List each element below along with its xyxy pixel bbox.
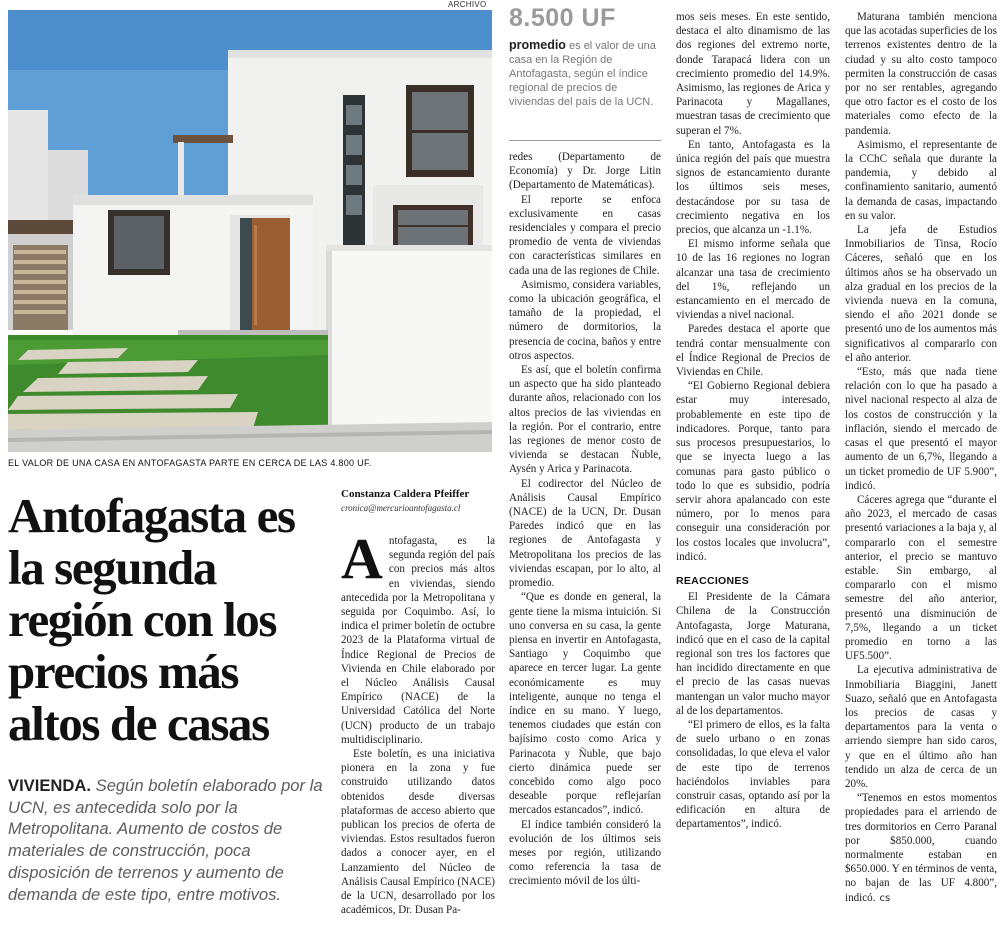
paragraph: “El primero de ellos, es la falta de suelo urbano o en zonas consolidadas, lo que eleva el valor de este tipo de terrenos haciéndolos inviables para construir casas, optando así por la edificación en altura de departamentos”, indicó. [676, 718, 830, 831]
drop-cap: A [341, 526, 383, 591]
paragraph: La jefa de Estudios Inmobiliarios de Tinsa, Rocío Cáceres, señaló que en los últimos años se ha observado un alza gradual en los precios de la vivienda nueva en la comuna, siendo el año 2021 donde se presentó uno de los aumentos más significativos al compararlo con el año anterior. [845, 224, 997, 364]
last-paragraph-text: “Tenemos en estos momentos propiedades para el arriendo de tres dormitorios en Cerro Paranal por $850.000, cuando normalmente estaban en $650.000. Y en términos de venta, no bajan de las UF 4.800”, indicó. [845, 792, 997, 904]
paragraph: Asimismo, el representante de la CChC señala que durante la pandemia, y debido al confinamiento sanitario, aumentó la demanda de casas, impactando en su valor. [845, 138, 997, 222]
paragraph: El codirector del Núcleo de Análisis Causal Empírico (NACE) de la UCN, Dr. Dusan Paredes indicó que en las regiones de Antofagasta y Metropolitana los precios de las viviendas escapan, por lo alto, al promedio. [509, 477, 661, 590]
paragraph: “Que es donde en general, la gente tiene la misma intuición. Si uno conversa en su casa, la gente piensa en invertir en Antofagasta, Santiago y Coquimbo que aparece en tercer lugar. La gente económicamente es muy inteligente, aunque no tenga el índice en su mano. Y luego, tenemos ciudades que están con bajísimo costo como Arica y Parinacota y Ñuble, que bajo cierto dinámica puede ser concebido como algo poco deseable porque reflejarían mercados estancados”, indicó. [509, 591, 661, 817]
paragraph: Maturana también menciona que las acotadas superficies de los terrenos existentes dentro de la ciudad y su alto costo tampoco permiten la construcción de casas por no ser rentables, agregando que otro factor es el costo de los materiales como efecto de la pandemia. [845, 11, 997, 137]
highlight-value: 8.500 UF [509, 4, 616, 32]
article-column-4 [845, 10, 997, 906]
paragraph: redes (Departamento de Economía) y Dr. Jorge Litin (Departamento de Matemáticas). [509, 151, 661, 192]
lede [8, 775, 324, 905]
paragraph: El índice también consideró la evolución de los últimos seis meses por región, utilizando como referencia la tasa de crecimiento móvil de los últi- [509, 818, 661, 888]
highlight-figure [509, 4, 664, 109]
highlight-divider [509, 140, 661, 141]
lede-kicker: VIVIENDA. [8, 776, 91, 795]
photo-caption: EL VALOR DE UNA CASA EN ANTOFAGASTA PARTE EN CERCA DE LAS 4.800 UF. [8, 458, 372, 468]
house-photo [8, 10, 492, 452]
paragraph [845, 791, 997, 906]
paragraph: La ejecutiva administrativa de Inmobiliaria Biaggini, Janett Suazo, señaló que en Antofagasta los precios de casas y departamentos para la venta o arriendo siempre han sido caros, y que en el último año han tendido un alza de cerca de un 20%. [845, 664, 997, 790]
end-mark-icon: cs [879, 892, 891, 904]
subhead-reacciones: REACCIONES [676, 574, 750, 587]
byline [341, 488, 491, 513]
headline: Antofagasta es la segunda región con los precios más altos de casas [8, 488, 295, 751]
photo-credit: ARCHIVO [448, 0, 487, 9]
paragraph: El reporte se enfoca exclusivamente en casas residenciales y compara el precio promedio de venta de viviendas con características similares en cada una de las regiones de Chile. [509, 193, 661, 277]
highlight-text: es el valor de una casa en la Región de Antofagasta, según el índice regional de precios de viviendas del país de la UCN. [509, 40, 656, 108]
byline-email: cronica@mercurioantofagasta.cl [341, 503, 461, 513]
article-column-1 [341, 526, 495, 917]
article-column-2 [509, 150, 661, 889]
highlight-label: promedio [509, 38, 566, 52]
paragraph: El Presidente de la Cámara Chilena de la Construcción Antofagasta, Jorge Maturana, indicó que en el caso de la capital regional son tres los factores que han incidido directamente en que el precio de las casas nuevas mantengan un valor mucho mayor al de los departamentos. [676, 591, 830, 717]
paragraph: mos seis meses. En este sentido, destaca el alto dinamismo de las dos regiones del extremo norte, donde Tarapacá lidera con un crecimiento promedio del 14.9%. Asimismo, las regiones de Arica y Parinacota y Magallanes, muestran tasas de crecimiento que superan el 7%. [676, 11, 830, 137]
lede-text: Según boletín elaborado por la UCN, es antecedida solo por la Metropolitana. Aumento de costos de materiales de construcción, poca disposición de terrenos y aumento de demanda de este tipo, entre motivos. [8, 776, 323, 904]
paragraph: ntofagasta, es la segunda región del país con precios más altos en viviendas, siendo antecedida por la Metropolitana y seguida por Coquimbo. Así, lo indica el primer boletín de octubre 2023 de la Plataforma virtual de Índice Regional de Precios de Vivienda en Chile elaborado por el Núcleo Análisis Causal Empírico (NACE) de la Universidad Católica del Norte (UCN) producto de un trabajo multidisciplinario. [341, 535, 495, 746]
highlight-description [509, 38, 664, 109]
paragraph: Asimismo, considera variables, como la ubicación geográfica, el tamaño de la propiedad, el número de dormitorios, la presencia de cocina, baños y entre otros aspectos. [509, 278, 661, 362]
paragraph: El mismo informe señala que 10 de las 16 regiones no logran alcanzar una tasa de crecimiento del 1%, reflejando un estancamiento en el mercado de viviendas a nivel nacional. [676, 238, 830, 322]
paragraph: Es así, que el boletín confirma un aspecto que ha sido planteado durante años, relacionado con los altos precios de las viviendas en la región. Por el contrario, entre las regiones de menor costo de vivienda se destacan Ñuble, Aysén y Arica y Parinacota. [509, 364, 661, 476]
paragraph: Este boletín, es una iniciativa pionera en la zona y fue construido utilizando datos obtenidos desde diversas plataformas de acceso abierto que publican los precios de oferta de viviendas. Estos resultados fueron dados a conocer ayer, en el Lanzamiento del Núcleo de Análisis Causal Empírico (NACE) de la UCN, desarrollado por los académicos, Dr. Dusan Pa- [341, 748, 495, 917]
paragraph: Paredes destaca el aporte que tendrá contar mensualmente con el Índice Regional de Precios de Viviendas en Chile. [676, 323, 830, 379]
paragraph: Cáceres agrega que “durante el año 2023, el mercado de casas presentó variaciones a la baja y, al compararlo con el semestre anterior, el precio se mantuvo estable. Sin embargo, al compararlo con el mismo semestre del año anterior, presentó una disminución de 7,5%, llegando a un ticket promedio en torno a las UF5.500”. [845, 493, 997, 663]
paragraph: “Esto, más que nada tiene relación con lo que ha pasado a nivel nacional respecto al alza de los costos de construcción y la inflación, siendo el mercado de casas el que presentó el mayor aumento de un 6,7%, llegando a un ticket promedio de UF 5.900”, indicó. [845, 366, 997, 492]
paragraph: “El Gobierno Regional debiera estar muy interesado, probablemente en este tipo de indicadores. Porque, tanto para sus procesos presupuestarios, lo que se inyecta luego a las comunas para gasto público o todo lo que es subsidio, podría servir ahora apalancado con este número, por lo menos para conseguir una consideración por los costos locales que involucra”, indicó. [676, 380, 830, 563]
paragraph: En tanto, Antofagasta es la única región del país que muestra signos de estancamiento durante los últimos seis meses, destacándose por su tasa de crecimiento negativa en los precios, que alcanza un -1.1%. [676, 138, 830, 237]
byline-author: Constanza Caldera Pfeiffer [341, 488, 470, 500]
article-column-3 [676, 10, 830, 832]
